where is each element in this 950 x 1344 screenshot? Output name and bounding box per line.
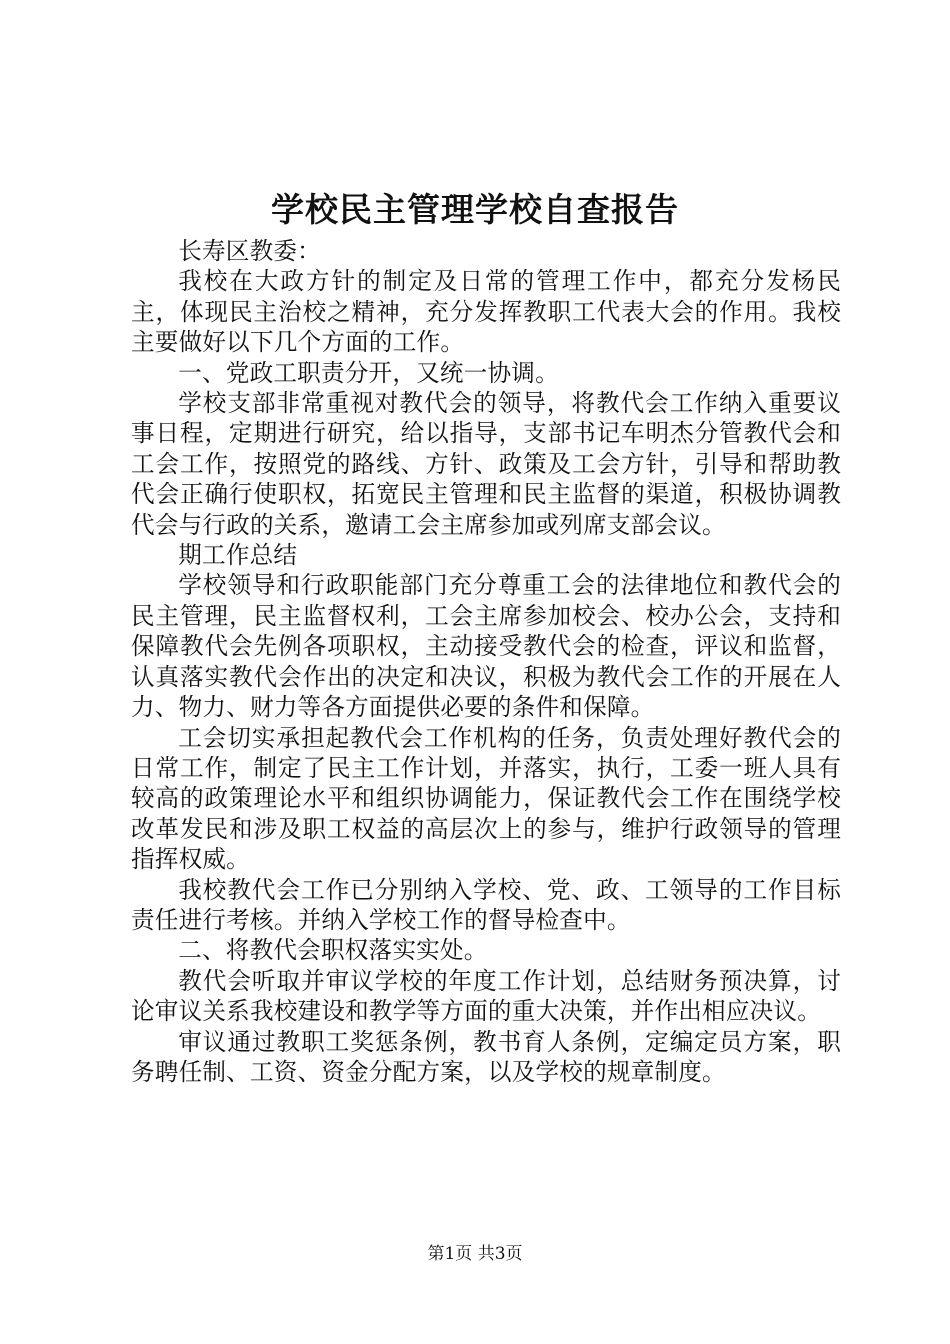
document-body [131, 236, 841, 1087]
paragraph: 工会切实承担起教代会工作机构的任务，负责处理好教代会的日常工作，制定了民主工作计划，并落实，执行，工委一班人具有较高的政策理论水平和组织协调能力，保证教代会工作在围绕学校改革发民和涉及职工权益的高层次上的参与，维护行政领导的管理指挥权威。 [131, 723, 841, 874]
paragraph: 期工作总结 [178, 541, 298, 570]
paragraph: 我校教代会工作已分别纳入学校、党、政、工领导的工作目标责任进行考核。并纳入学校工作的督导检查中。 [131, 875, 841, 934]
paragraph-salutation: 长寿区教委： [178, 237, 321, 265]
paragraph: 教代会听取并审议学校的年度工作计划，总结财务预决算，讨论审议关系我校建设和教学等方面的重大决策，并作出相应决议。 [131, 966, 841, 1026]
paragraph: 学校支部非常重视对教代会的领导，将教代会工作纳入重要议事日程，定期进行研究，给以指导，支部书记车明杰分管教代会和工会工作，按照党的路线、方针、政策及工会方针，引导和帮助教代会正确行使职权，拓宽民主管理和民主监督的渠道，积极协调教代会与行政的关系，邀请工会主席参加或列席支部会议。 [131, 389, 841, 539]
paragraph: 学校领导和行政职能部门充分尊重工会的法律地位和教代会的民主管理，民主监督权利，工会主席参加校会、校办公会，支持和保障教代会先例各项职权，主动接受教代会的检查，评议和监督，认真落实教代会作出的决定和决议，积极为教代会工作的开展在人力、物力、财力等各方面提供必要的条件和保障。 [131, 571, 841, 722]
section-heading-1: 一、党政工职责分开，又统一协调。 [178, 358, 559, 387]
paragraph: 审议通过教职工奖惩条例，教书育人条例，定编定员方案，职务聘任制、工资、资金分配方案，以及学校的规章制度。 [131, 1027, 841, 1086]
section-heading-2: 二、将教代会职权落实实处。 [178, 936, 488, 965]
page-footer: 第1页 共3页 [427, 1244, 523, 1264]
document-title: 学校民主管理学校自查报告 [271, 190, 679, 229]
paragraph: 我校在大政方针的制定及日常的管理工作中，都充分发杨民主，体现民主治校之精神，充分发挥教职工代表大会的作用。我校主要做好以下几个方面的工作。 [131, 267, 841, 357]
